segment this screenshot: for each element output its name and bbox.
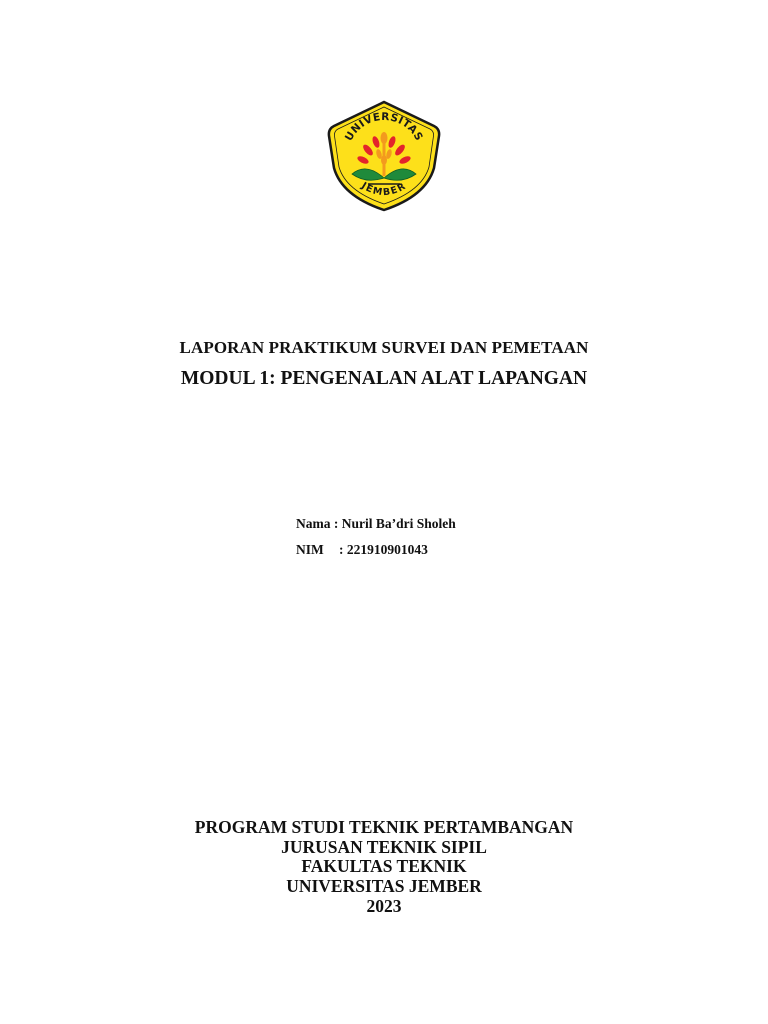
university-logo bbox=[322, 98, 446, 216]
faculty-name: FAKULTAS TEKNIK bbox=[301, 856, 467, 877]
year: 2023 bbox=[366, 895, 402, 916]
nim-row bbox=[296, 542, 456, 568]
name-value: Nuril Ba’dri Sholeh bbox=[341, 516, 456, 531]
module-title: MODUL 1: PENGENALAN ALAT LAPANGAN bbox=[180, 368, 588, 389]
logo-text-top: UNIVERSITAS bbox=[342, 110, 426, 144]
nim-value: 221910901043 bbox=[346, 542, 428, 557]
university-name: UNIVERSITAS JEMBER bbox=[286, 876, 482, 897]
program-name: PROGRAM STUDI TEKNIK PERTAMBANGAN bbox=[194, 817, 574, 837]
name-separator: : bbox=[330, 516, 342, 531]
identity-block bbox=[296, 516, 456, 568]
name-row bbox=[296, 516, 456, 542]
institution-footer bbox=[0, 818, 768, 917]
department-name: JURUSAN TEKNIK SIPIL bbox=[281, 836, 487, 857]
nim-label: NIM bbox=[296, 542, 324, 557]
logo-text-bottom: JEMBER bbox=[359, 180, 409, 199]
report-title: LAPORAN PRAKTIKUM SURVEI DAN PEMETAAN bbox=[179, 338, 589, 357]
nim-separator: : bbox=[339, 542, 347, 557]
name-label: Nama bbox=[296, 516, 331, 531]
